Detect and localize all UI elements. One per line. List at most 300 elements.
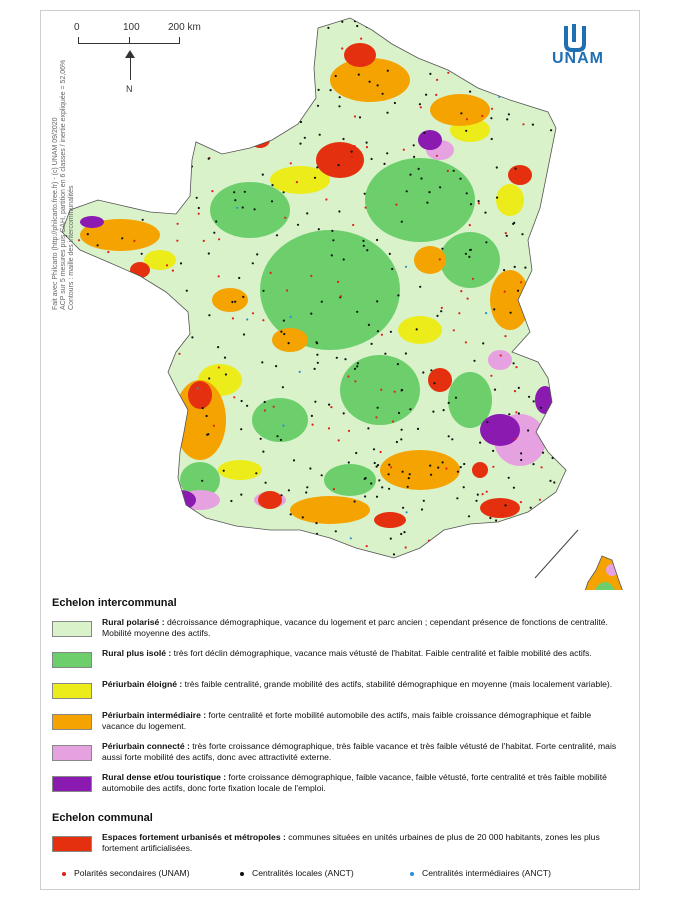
centrality-point [506, 118, 508, 120]
centrality-point [400, 533, 402, 535]
centrality-point [343, 412, 345, 414]
legend-swatch [52, 621, 92, 637]
centrality-point [295, 540, 297, 542]
centrality-point [454, 24, 456, 26]
legend-item-periurbain-intermediaire [52, 710, 632, 740]
centrality-point [354, 380, 356, 382]
centrality-point [338, 439, 340, 441]
centrality-point [264, 401, 266, 403]
centrality-point [164, 130, 166, 132]
centrality-point [233, 396, 235, 398]
centrality-point [364, 495, 366, 497]
centrality-point [283, 191, 285, 193]
centrality-point [490, 560, 492, 562]
centrality-point [113, 193, 115, 195]
centrality-point [136, 180, 138, 182]
centrality-point [546, 503, 548, 505]
centrality-point [265, 482, 267, 484]
centrality-point [178, 543, 180, 545]
centrality-point [360, 38, 362, 40]
centrality-point [277, 130, 279, 132]
centrality-point [321, 474, 323, 476]
centrality-point [401, 429, 403, 431]
centrality-point [242, 206, 244, 208]
centrality-point [364, 193, 366, 195]
centrality-point [366, 249, 368, 251]
centrality-point [387, 36, 389, 38]
centrality-point [204, 134, 206, 136]
centrality-point [254, 208, 256, 210]
centrality-point [353, 145, 355, 147]
centrality-point [460, 290, 462, 292]
centrality-point [486, 491, 488, 493]
centrality-point [491, 108, 493, 110]
centrality-point [177, 223, 179, 225]
centrality-point [351, 151, 353, 153]
centrality-point [198, 207, 200, 209]
centrality-point [522, 123, 524, 125]
centrality-point [282, 425, 284, 427]
centrality-point [282, 386, 284, 388]
centrality-point [423, 132, 425, 134]
centrality-point [305, 491, 307, 493]
centrality-point [374, 462, 376, 464]
centrality-point [492, 466, 494, 468]
centrality-point [392, 420, 394, 422]
centrality-point [158, 117, 160, 119]
centrality-point [265, 35, 267, 37]
centrality-point [174, 475, 176, 477]
centrality-point [269, 134, 271, 136]
centrality-point [341, 47, 343, 49]
legend-item-name: Espaces fortement urbanisés et métropoles : [102, 832, 286, 842]
centrality-point [347, 375, 349, 377]
centrality-point [300, 121, 302, 123]
centrality-point [141, 253, 143, 255]
centrality-point [335, 530, 337, 532]
centrality-point [107, 251, 109, 253]
centrality-point [475, 554, 477, 556]
centrality-point [283, 333, 285, 335]
centrality-point [314, 368, 316, 370]
centrality-point [494, 389, 496, 391]
centrality-point [366, 545, 368, 547]
centrality-point [225, 373, 227, 375]
centrality-point [375, 416, 377, 418]
dot-icon [62, 872, 66, 876]
centrality-point [335, 75, 337, 77]
centrality-point [390, 466, 392, 468]
centrality-point [524, 563, 526, 565]
centrality-point [393, 553, 395, 555]
centrality-point [426, 202, 428, 204]
centrality-point [206, 434, 208, 436]
centrality-point [344, 358, 346, 360]
centrality-point [482, 493, 484, 495]
centrality-point [386, 112, 388, 114]
centrality-point [105, 178, 107, 180]
centrality-point [292, 20, 294, 22]
centrality-point [529, 51, 531, 53]
centrality-point [154, 419, 156, 421]
credit-line: ACP sur 5 mesures puis CAH, partition en 6 classes / inertie expliquée = 52,06% [60, 59, 67, 310]
centrality-point [234, 301, 236, 303]
centrality-point [202, 407, 204, 409]
centrality-point [466, 192, 468, 194]
centrality-point [231, 301, 233, 303]
centrality-point [299, 371, 301, 373]
centrality-point [442, 461, 444, 463]
centrality-point [491, 20, 493, 22]
centrality-point [218, 366, 220, 368]
centrality-point [280, 331, 282, 333]
centrality-point [530, 507, 532, 509]
centrality-point [97, 352, 99, 354]
centrality-point [142, 219, 144, 221]
centrality-point [93, 477, 95, 479]
centrality-point [252, 312, 254, 314]
centrality-point [204, 59, 206, 61]
centrality-point [397, 294, 399, 296]
centrality-point [432, 411, 434, 413]
centrality-point [356, 311, 358, 313]
centrality-point [176, 159, 178, 161]
centrality-point [116, 112, 118, 114]
scale-label-200: 200 km [168, 22, 201, 33]
centrality-point [171, 320, 173, 322]
centrality-point [366, 142, 368, 144]
centrality-point [260, 118, 262, 120]
centrality-point [473, 360, 475, 362]
centrality-point [208, 252, 210, 254]
centrality-point [497, 47, 499, 49]
centrality-point [417, 428, 419, 430]
centrality-point [486, 543, 488, 545]
centrality-point [464, 19, 466, 21]
credit-line: Contours : maille des intercommunalités [68, 185, 75, 310]
centrality-point [156, 458, 158, 460]
legend-item-text: très forte croissance démographique, très faible vacance et très faible vétusté de l'habitat. Forte centralité, mais aussi forte mobilité des actifs, donc avec attractivité externe. [102, 741, 617, 762]
centrality-point [401, 389, 403, 391]
centrality-point [354, 500, 356, 502]
centrality-point [163, 325, 165, 327]
centrality-point [246, 318, 248, 320]
centrality-point [100, 478, 102, 480]
centrality-point [485, 241, 487, 243]
legend-point-locales [240, 868, 354, 878]
centrality-point [486, 421, 488, 423]
centrality-point [542, 553, 544, 555]
centrality-point [550, 129, 552, 131]
centrality-point [117, 360, 119, 362]
centrality-point [380, 451, 382, 453]
centrality-point [447, 72, 449, 74]
centrality-point [380, 389, 382, 391]
centrality-point [505, 232, 507, 234]
centrality-point [397, 363, 399, 365]
centrality-point [549, 222, 551, 224]
scale-label-0: 0 [74, 22, 80, 33]
centrality-point [388, 35, 390, 37]
centrality-point [386, 152, 388, 154]
centrality-point [150, 146, 152, 148]
centrality-point [315, 522, 317, 524]
centrality-point [443, 409, 445, 411]
centrality-point [184, 141, 186, 143]
centrality-point [433, 382, 435, 384]
centrality-point [99, 177, 101, 179]
centrality-point [135, 551, 137, 553]
centrality-point [439, 258, 441, 260]
centrality-point [175, 126, 177, 128]
centrality-point [162, 369, 164, 371]
north-label: N [126, 84, 133, 94]
centrality-point [514, 390, 516, 392]
centrality-point [469, 224, 471, 226]
centrality-point [470, 203, 472, 205]
centrality-point [400, 438, 402, 440]
centrality-point [282, 106, 284, 108]
centrality-point [69, 509, 71, 511]
centrality-point [451, 438, 453, 440]
centrality-point [119, 140, 121, 142]
centrality-point [104, 51, 106, 53]
centrality-point [258, 31, 260, 33]
centrality-point [405, 546, 407, 548]
centrality-point [110, 112, 112, 114]
centrality-point [290, 316, 292, 318]
centrality-point [176, 240, 178, 242]
centrality-point [342, 138, 344, 140]
centrality-point [318, 89, 320, 91]
centrality-point [515, 168, 517, 170]
legend-item-rural-polarise [52, 617, 632, 647]
centrality-point [108, 147, 110, 149]
centrality-point [244, 191, 246, 193]
centrality-point [533, 75, 535, 77]
centrality-point [262, 319, 264, 321]
centrality-point [515, 366, 517, 368]
centrality-point [520, 459, 522, 461]
centrality-point [378, 479, 380, 481]
credit-line: Fait avec Philcarto (http://philcarto.free.fr) - (c) UNAM 09/2020 [52, 117, 59, 310]
centrality-point [543, 327, 545, 329]
centrality-point [152, 547, 154, 549]
centrality-point [403, 531, 405, 533]
centrality-point [306, 39, 308, 41]
centrality-point [470, 249, 472, 251]
centrality-point [71, 488, 73, 490]
centrality-point [179, 310, 181, 312]
logo-text: UNAM [552, 50, 604, 67]
centrality-point [313, 26, 315, 28]
centrality-point [191, 336, 193, 338]
centrality-point [520, 452, 522, 454]
centrality-point [401, 221, 403, 223]
dot-icon [240, 872, 244, 876]
centrality-point [178, 353, 180, 355]
centrality-point [139, 206, 141, 208]
centrality-point [514, 266, 516, 268]
centrality-point [463, 558, 465, 560]
centrality-point [102, 78, 104, 80]
centrality-point [213, 232, 215, 234]
centrality-point [176, 154, 178, 156]
centrality-point [500, 354, 502, 356]
centrality-point [221, 29, 223, 31]
centrality-point [460, 112, 462, 114]
centrality-point [396, 441, 398, 443]
centrality-point [338, 210, 340, 212]
centrality-point [390, 331, 392, 333]
map-legend [52, 597, 632, 882]
inset-separator [535, 530, 578, 578]
centrality-point [555, 156, 557, 158]
centrality-point [465, 253, 467, 255]
centrality-point [69, 514, 71, 516]
centrality-point [402, 507, 404, 509]
centrality-point [267, 82, 269, 84]
centrality-point [407, 486, 409, 488]
centrality-point [152, 461, 154, 463]
centrality-point [211, 85, 213, 87]
centrality-point [98, 168, 100, 170]
legend-item-text: communes situées en unités urbaines de plus de 20 000 habitants, zones les plus fortement artificialisées. [102, 832, 600, 853]
centrality-point [482, 558, 484, 560]
centrality-point [186, 290, 188, 292]
centrality-point [287, 561, 289, 563]
centrality-point [491, 72, 493, 74]
centrality-point [288, 38, 290, 40]
centrality-point [340, 295, 342, 297]
centrality-point [171, 386, 173, 388]
centrality-point [478, 200, 480, 202]
centrality-point [546, 422, 548, 424]
legend-swatch [52, 836, 92, 852]
legend-point-polarites [62, 868, 190, 878]
centrality-point [506, 235, 508, 237]
legend-point-label: Polarités secondaires (UNAM) [74, 868, 190, 878]
centrality-point [191, 165, 193, 167]
centrality-point [270, 127, 272, 129]
centrality-point [97, 162, 99, 164]
centrality-point [409, 174, 411, 176]
centrality-point [388, 464, 390, 466]
centrality-point [126, 487, 128, 489]
legend-item-text: très faible centralité, grande mobilité des actifs, stabilité démographique en moyenne (mais localement variable). [182, 679, 613, 689]
centrality-point [394, 391, 396, 393]
centrality-point [328, 404, 330, 406]
centrality-point [218, 275, 220, 277]
centrality-point [497, 78, 499, 80]
centrality-point [124, 394, 126, 396]
centrality-point [316, 354, 318, 356]
centrality-point [457, 25, 459, 27]
centrality-point [424, 19, 426, 21]
centrality-point [352, 224, 354, 226]
centrality-point [262, 451, 264, 453]
centrality-point [383, 163, 385, 165]
centrality-point [508, 534, 510, 536]
legend-item-text: forte centralité et forte mobilité automobile des actifs, mais faible croissance démographique et faible vacance du logement. [102, 710, 592, 731]
centrality-point [211, 190, 213, 192]
legend-swatch [52, 776, 92, 792]
centrality-point [123, 147, 125, 149]
centrality-point [498, 82, 500, 84]
centrality-point [118, 286, 120, 288]
centrality-point [297, 224, 299, 226]
centrality-point [484, 528, 486, 530]
centrality-point [406, 190, 408, 192]
centrality-point [262, 290, 264, 292]
centrality-point [309, 467, 311, 469]
centrality-point [129, 158, 131, 160]
centrality-point [466, 118, 468, 120]
centrality-point [382, 93, 384, 95]
centrality-point [278, 27, 280, 29]
centrality-point [230, 500, 232, 502]
centrality-point [430, 369, 432, 371]
legend-item-name: Périurbain éloigné : [102, 679, 183, 689]
centrality-point [520, 281, 522, 283]
centrality-point [332, 239, 334, 241]
centrality-point [122, 103, 124, 105]
centrality-point [537, 508, 539, 510]
centrality-point [321, 301, 323, 303]
centrality-point [444, 37, 446, 39]
centrality-point [503, 269, 505, 271]
centrality-point [312, 424, 314, 426]
centrality-point [133, 545, 135, 547]
centrality-point [348, 461, 350, 463]
centrality-point [403, 149, 405, 151]
centrality-point [86, 392, 88, 394]
centrality-point [61, 466, 63, 468]
centrality-point [160, 387, 162, 389]
centrality-point [166, 264, 168, 266]
centrality-point [144, 128, 146, 130]
centrality-point [203, 240, 205, 242]
centrality-point [240, 494, 242, 496]
centrality-point [371, 343, 373, 345]
centrality-point [152, 545, 154, 547]
scale-label-100: 100 [123, 22, 140, 33]
centrality-point [536, 318, 538, 320]
centrality-point [468, 515, 470, 517]
centrality-point [338, 164, 340, 166]
centrality-point [482, 342, 484, 344]
centrality-point [162, 149, 164, 151]
centrality-point [59, 521, 61, 523]
centrality-point [330, 406, 332, 408]
centrality-point [206, 415, 208, 417]
legend-item-name: Rural dense et/ou touristique : [102, 772, 227, 782]
centrality-point [490, 117, 492, 119]
north-arrow [122, 52, 142, 96]
centrality-point [515, 411, 517, 413]
centrality-point [528, 323, 530, 325]
centrality-point [147, 360, 149, 362]
centrality-point [164, 513, 166, 515]
centrality-point [441, 307, 443, 309]
centrality-point [256, 253, 258, 255]
centrality-point [539, 511, 541, 513]
centrality-point [296, 181, 298, 183]
centrality-point [76, 320, 78, 322]
centrality-point [281, 548, 283, 550]
centrality-point [422, 371, 424, 373]
centrality-point [420, 106, 422, 108]
